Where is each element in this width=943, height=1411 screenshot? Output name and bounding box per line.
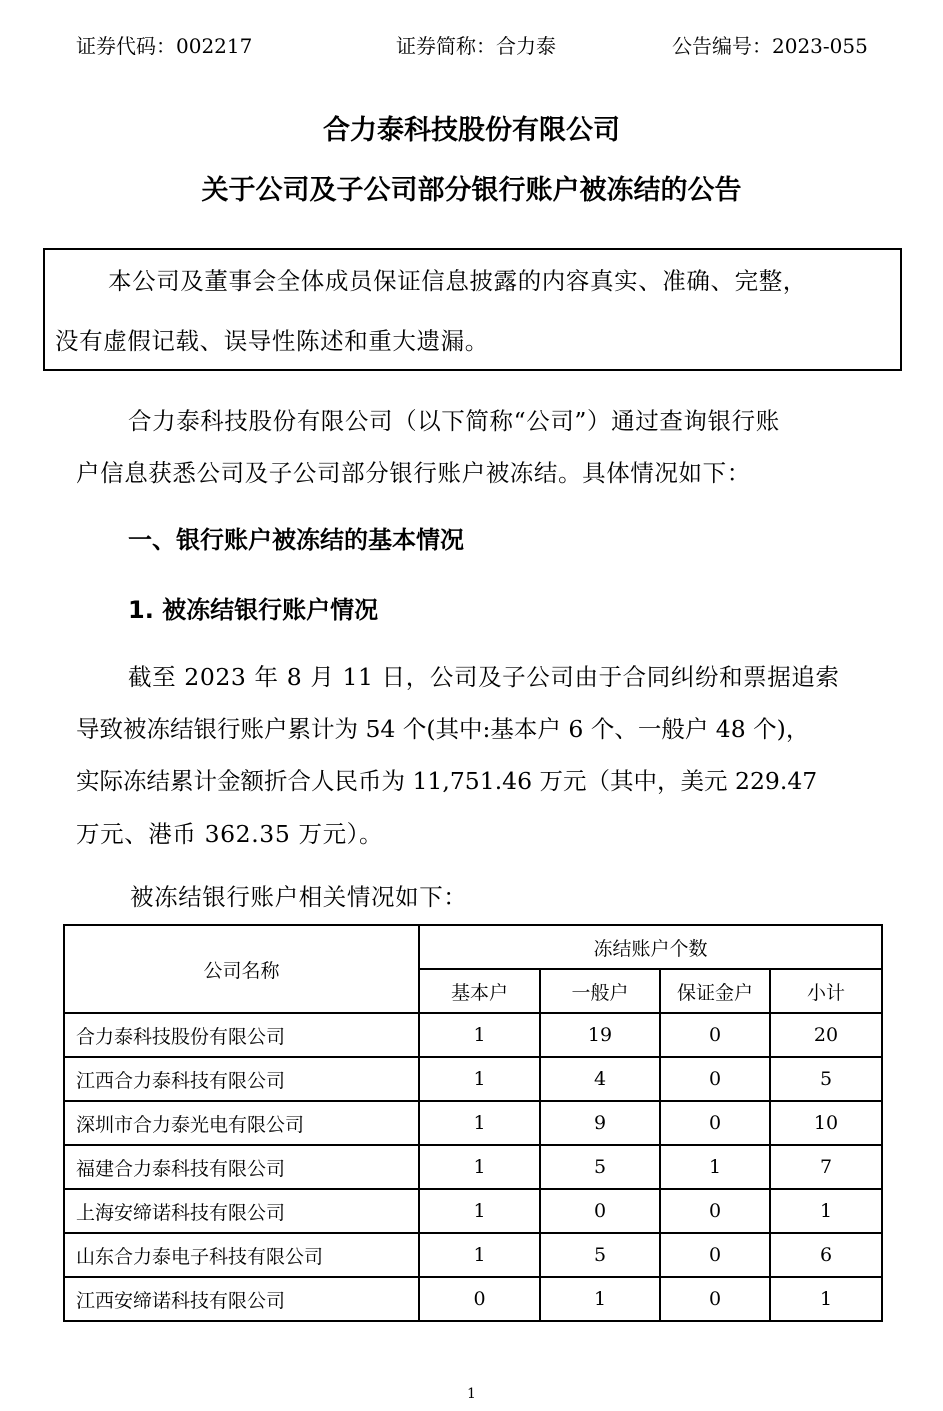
notice-number: 公告编号：2023-055 <box>672 34 868 58</box>
company-name-cell: 合力泰科技股份有限公司 <box>64 1013 419 1057</box>
subsection-heading: 1. 被冻结银行账户情况 <box>128 596 379 624</box>
count-cell: 1 <box>660 1145 770 1189</box>
company-name-cell: 江西合力泰科技有限公司 <box>64 1057 419 1101</box>
count-cell: 6 <box>770 1233 882 1277</box>
count-cell: 0 <box>660 1057 770 1101</box>
company-name-cell: 山东合力泰电子科技有限公司 <box>64 1233 419 1277</box>
count-cell: 7 <box>770 1145 882 1189</box>
count-cell: 0 <box>660 1189 770 1233</box>
notice-title: 关于公司及子公司部分银行账户被冻结的公告 <box>201 175 742 206</box>
detail-line: 截至 2023 年 8 月 11 日，公司及子公司由于合同纠纷和票据追索 <box>128 663 840 691</box>
statement-line: 本公司及董事会全体成员保证信息披露的内容真实、准确、完整， <box>108 267 807 295</box>
count-cell: 1 <box>770 1189 882 1233</box>
header-general: 一般户 <box>540 969 660 1013</box>
count-cell: 0 <box>660 1101 770 1145</box>
count-cell: 1 <box>419 1189 540 1233</box>
section-heading: 一、银行账户被冻结的基本情况 <box>128 526 464 554</box>
table-row <box>64 1189 882 1233</box>
table-row <box>64 1145 882 1189</box>
page-number: 1 <box>467 1386 476 1402</box>
company-title: 合力泰科技股份有限公司 <box>323 115 620 146</box>
company-name-cell: 福建合力泰科技有限公司 <box>64 1145 419 1189</box>
intro-line: 合力泰科技股份有限公司（以下简称“公司”）通过查询银行账 <box>128 407 780 435</box>
table-row <box>64 1233 882 1277</box>
stock-short-name: 证券简称：合力泰 <box>396 34 556 58</box>
count-cell: 1 <box>419 1057 540 1101</box>
count-cell: 5 <box>540 1233 660 1277</box>
count-cell: 0 <box>660 1277 770 1321</box>
count-cell: 5 <box>540 1145 660 1189</box>
statement-line: 没有虚假记载、误导性陈述和重大遗漏。 <box>55 327 489 355</box>
intro-line: 户信息获悉公司及子公司部分银行账户被冻结。具体情况如下： <box>76 459 751 487</box>
table-row <box>64 1057 882 1101</box>
header-group: 冻结账户个数 <box>419 925 882 969</box>
header-basic: 基本户 <box>419 969 540 1013</box>
table-row <box>64 1101 882 1145</box>
count-cell: 5 <box>770 1057 882 1101</box>
detail-line: 导致被冻结银行账户累计为 54 个(其中:基本户 6 个、一般户 48 个)， <box>76 715 810 743</box>
frozen-accounts-table <box>63 924 883 1322</box>
count-cell: 4 <box>540 1057 660 1101</box>
count-cell: 1 <box>419 1013 540 1057</box>
count-cell: 1 <box>770 1277 882 1321</box>
count-cell: 1 <box>419 1233 540 1277</box>
company-name-cell: 上海安缔诺科技有限公司 <box>64 1189 419 1233</box>
company-name-cell: 江西安缔诺科技有限公司 <box>64 1277 419 1321</box>
count-cell: 1 <box>419 1145 540 1189</box>
count-cell: 0 <box>660 1233 770 1277</box>
header-company: 公司名称 <box>64 925 419 1013</box>
detail-line: 万元、港币 362.35 万元）。 <box>76 820 384 848</box>
detail-line: 实际冻结累计金额折合人民币为 11,751.46 万元（其中，美元 229.47 <box>76 767 818 795</box>
table-row <box>64 1013 882 1057</box>
count-cell: 1 <box>419 1101 540 1145</box>
header-subtotal: 小计 <box>770 969 882 1013</box>
table-row <box>64 1277 882 1321</box>
count-cell: 0 <box>660 1013 770 1057</box>
count-cell: 9 <box>540 1101 660 1145</box>
count-cell: 0 <box>540 1189 660 1233</box>
count-cell: 10 <box>770 1101 882 1145</box>
count-cell: 19 <box>540 1013 660 1057</box>
stock-code: 证券代码：002217 <box>76 34 253 58</box>
count-cell: 1 <box>540 1277 660 1321</box>
header-margin: 保证金户 <box>660 969 770 1013</box>
company-name-cell: 深圳市合力泰光电有限公司 <box>64 1101 419 1145</box>
count-cell: 0 <box>419 1277 540 1321</box>
count-cell: 20 <box>770 1013 882 1057</box>
table-intro: 被冻结银行账户相关情况如下： <box>130 883 468 911</box>
